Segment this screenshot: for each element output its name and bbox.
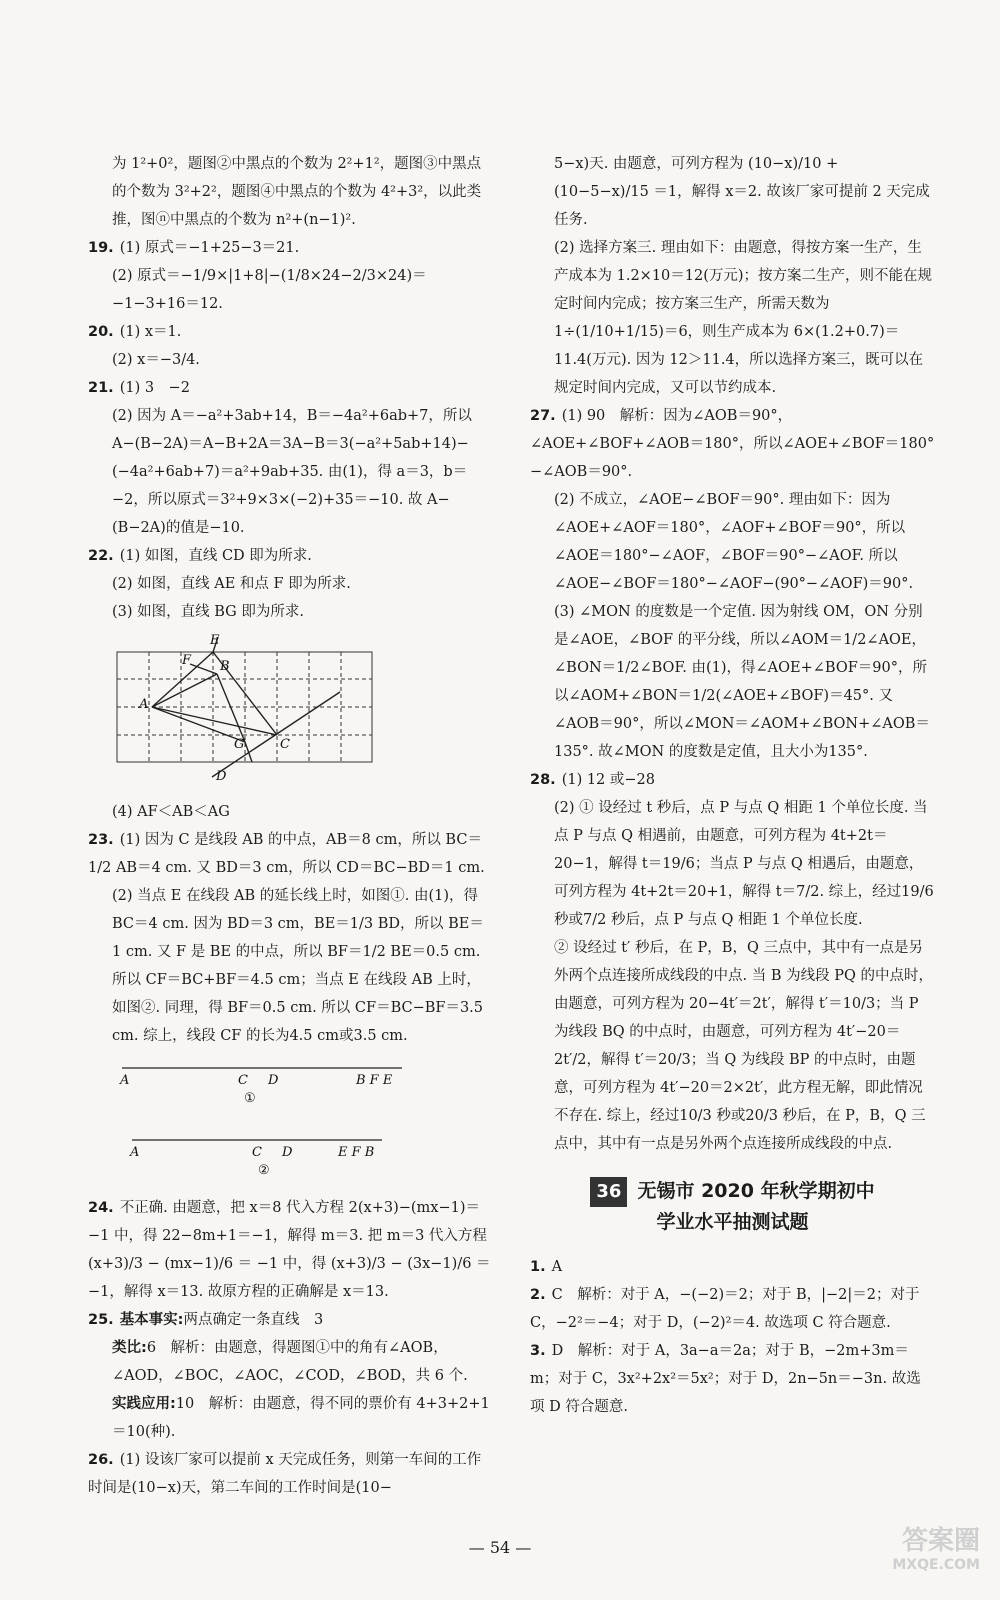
label-a: A (139, 697, 149, 712)
q21-p2: (2) 因为 A＝−a²+3ab+14，B＝−4a²+6ab+7，所以 A−(B−2A)＝A−B+2A＝3A−B＝3(−a²+5ab+14)−(−4a²+6ab+7)＝a²+9ab+35. 由(1)，得 a＝3，b＝−2，所以原式＝3²+9×3×(−2)+35＝−10. 故 A−(B−2A)的值是−10. (112, 408, 472, 536)
page-number: — 54 — (468, 1538, 532, 1557)
q19-p2: (2) 原式＝−1/9×|1+8|−(1/8×24−2/3×24)＝−1−3+16＝12. (112, 268, 427, 312)
q28-p2: (2) ① 设经过 t 秒后，点 P 与点 Q 相距 1 个单位长度. 当点 P 与点 Q 相遇前，由题意，可列方程为 4t+2t＝20−1，解得 t＝19/6；当点 P 与点 Q 相遇后，由题意，可列方程为 4t+2t＝20+1，解得 t＝7/2. 综上，经过19/6 秒或7/2 秒后，点 P 与点 Q 相距 1 个单位长度. (554, 800, 934, 928)
q25: 25. 基本事实:两点确定一条直线 3 (88, 1312, 324, 1328)
q28-p3: ② 设经过 t′ 秒后，在 P，B，Q 三点中，其中有一点是另外两个点连接所成线段的中点. 当 B 为线段 PQ 的中点时，由题意，可列方程为 20−4t′＝2t′，解得 t′＝10/3；当 P 为线段 BQ 的中点时，由题意，可列方程为 4t′−20＝2t′/2，解得 t′＝20/3；当 Q 为线段 BP 的中点时，由题意，可列方程为 4t′−20＝2×2t′，此方程无解，即此情况不存在. 综上，经过10/3 秒或20/3 秒后，在 P，B，Q 三点中，其中有一点是另外两个点连接所成线段的中点. (554, 940, 933, 1152)
q22-p3: (3) 如图，直线 BG 即为所求. (112, 604, 304, 620)
label-c: C (280, 737, 290, 752)
grid-figure (112, 632, 382, 782)
section-title-line1: 无锡市 2020 年秋学期初中 (637, 1180, 875, 1202)
section-heading (530, 1176, 935, 1237)
q26-p2: (2) 选择方案三. 理由如下：由题意，得按方案一生产，生产成本为 1.2×10＝12(万元)；按方案二生产，则不能在规定时间内完成；按方案三生产，所需天数为 1÷(1/10+1/15)＝6，则生产成本为 6×(1.2+0.7)＝11.4(万元). 因为 12＞11.4，所以选择方案三，既可以在规定时间内完成，又可以节约成本. (554, 240, 933, 396)
q25-p3: 实践应用:10 解析：由题意，得不同的票价有 4+3+2+1＝10(种). (112, 1396, 490, 1440)
q26-continued: 5−x)天. 由题意，可列方程为 (10−x)/10 + (10−5−x)/15 ＝1，解得 x＝2. 故该厂家可提前 2 天完成任务. (554, 156, 930, 228)
q18-text: 为 1²+0²，题图②中黑点的个数为 2²+1²，题图③中黑点的个数为 3²+2²，题图④中黑点的个数为 4²+3²，以此类推，图ⓝ中黑点的个数为 n²+(n−1)². (112, 156, 482, 228)
left-column (88, 150, 493, 1502)
svg-text:②: ② (258, 1163, 270, 1178)
svg-text:E F B: E F B (338, 1145, 375, 1160)
svg-text:D: D (268, 1073, 279, 1088)
svg-text:A: A (130, 1145, 140, 1160)
line-bg (217, 674, 245, 742)
svg-text:C: C (238, 1073, 248, 1088)
q25-p2: 类比:6 解析：由题意，得题图①中的角有∠AOB，∠AOD，∠BOC，∠AOC，∠COD，∠BOD，共 6 个. (112, 1340, 468, 1384)
section-badge: 36 (590, 1177, 627, 1207)
section-title-line2: 学业水平抽测试题 (656, 1211, 809, 1233)
q19: 19. (1) 原式＝−1+25−3＝21. (88, 240, 300, 256)
q27: 27. (1) 90 解析：因为∠AOB＝90°，∠AOE+∠BOF+∠AOB＝180°，所以∠AOE+∠BOF＝180°−∠AOB＝90°. (530, 408, 935, 480)
q21: 21. (1) 3 −2 (88, 380, 190, 396)
svg-text:A: A (120, 1073, 130, 1088)
q20-p2: (2) x＝−3/4. (112, 352, 200, 368)
q22-p2: (2) 如图，直线 AE 和点 F 即为所求. (112, 576, 351, 592)
svg-text:D: D (282, 1145, 293, 1160)
svg-text:①: ① (244, 1091, 256, 1106)
q20: 20. (1) x＝1. (88, 324, 182, 340)
q27-p2: (2) 不成立，∠AOE−∠BOF＝90°. 理由如下：因为∠AOE+∠AOF＝180°，∠AOF+∠BOF＝90°，所以∠AOE＝180°−∠AOF，∠BOF＝90°−∠AOF. 所以∠AOE−∠BOF＝180°−∠AOF−(90°−∠AOF)＝90°. (554, 492, 914, 592)
segment-figure-1 (112, 1056, 412, 1106)
svg-text:C: C (252, 1145, 262, 1160)
q24: 24. 不正确. 由题意，把 x＝8 代入方程 2(x+3)−(mx−1)＝−1 中，得 22−8m+1＝−1，解得 m＝3. 把 m＝3 代入方程 (x+3)/3 − (mx−1)/6 ＝ −1 中，得 (x+3)/3 − (3x−1)/6 ＝−1，解得 x＝13. 故原方程的正确解是 x＝13. (88, 1200, 491, 1300)
q27-p3: (3) ∠MON 的度数是一个定值. 因为射线 OM，ON 分别是∠AOE，∠BOF 的平分线，所以∠AOM＝1/2∠AOE，∠BON＝1/2∠BOF. 由(1)，得∠AOE+∠BOF＝90°，所以∠AOM+∠BON＝1/2(∠AOE+∠BOF)＝45°. 又∠AOB＝90°，所以∠MON＝∠AOM+∠BON+∠AOB＝135°. 故∠MON 的度数是定值，且大小为135°. (554, 604, 930, 760)
answer-1: 1. A (530, 1259, 563, 1275)
right-column (530, 150, 935, 1421)
label-g: G (234, 737, 245, 752)
label-d: D (216, 769, 227, 782)
svg-text:B F E: B F E (356, 1073, 393, 1088)
q23: 23. (1) 因为 C 是线段 AB 的中点，AB＝8 cm，所以 BC＝1/2 AB＝4 cm. 又 BD＝3 cm，所以 CD＝BC−BD＝1 cm. (88, 832, 485, 876)
q23-p2: (2) 当点 E 在线段 AB 的延长线上时，如图①. 由(1)，得 BC＝4 cm. 因为 BD＝3 cm，BE＝1/3 BD，所以 BE＝1 cm. 又 F 是 BE 的中点，所以 BF＝1/2 BE＝0.5 cm. 所以 CF＝BC+BF＝4.5 cm；当点 E 在线段 AB 上时，如图②. 同理，得 BF＝0.5 cm. 所以 CF＝BC−BF＝3.5 cm. 综上，线段 CF 的长为4.5 cm或3.5 cm. (112, 888, 484, 1044)
watermark-logo: 答案圈 MXQE.COM (892, 1526, 980, 1573)
label-e: E (210, 633, 220, 648)
answer-3: 3. D 解析：对于 A，3a−a＝2a；对于 B，−2m+3m＝m；对于 C，3x²+2x²＝5x²；对于 D，2n−5n＝−3n. 故选项 D 符合题意. (530, 1343, 921, 1415)
label-b: B (220, 659, 230, 674)
answer-2: 2. C 解析：对于 A，−(−2)＝2；对于 B，|−2|＝2；对于 C，−2²＝−4；对于 D，(−2)²＝4. 故选项 C 符合题意. (530, 1287, 920, 1331)
q22-p4: (4) AF＜AB＜AG (112, 804, 230, 820)
label-f: F (182, 653, 192, 668)
q22: 22. (1) 如图，直线 CD 即为所求. (88, 548, 312, 564)
segment-figure-2 (112, 1128, 412, 1178)
q26: 26. (1) 设该厂家可以提前 x 天完成任务，则第一车间的工作时间是(10−x)天，第二车间的工作时间是(10− (88, 1452, 482, 1496)
q28: 28. (1) 12 或−28 (530, 772, 655, 788)
